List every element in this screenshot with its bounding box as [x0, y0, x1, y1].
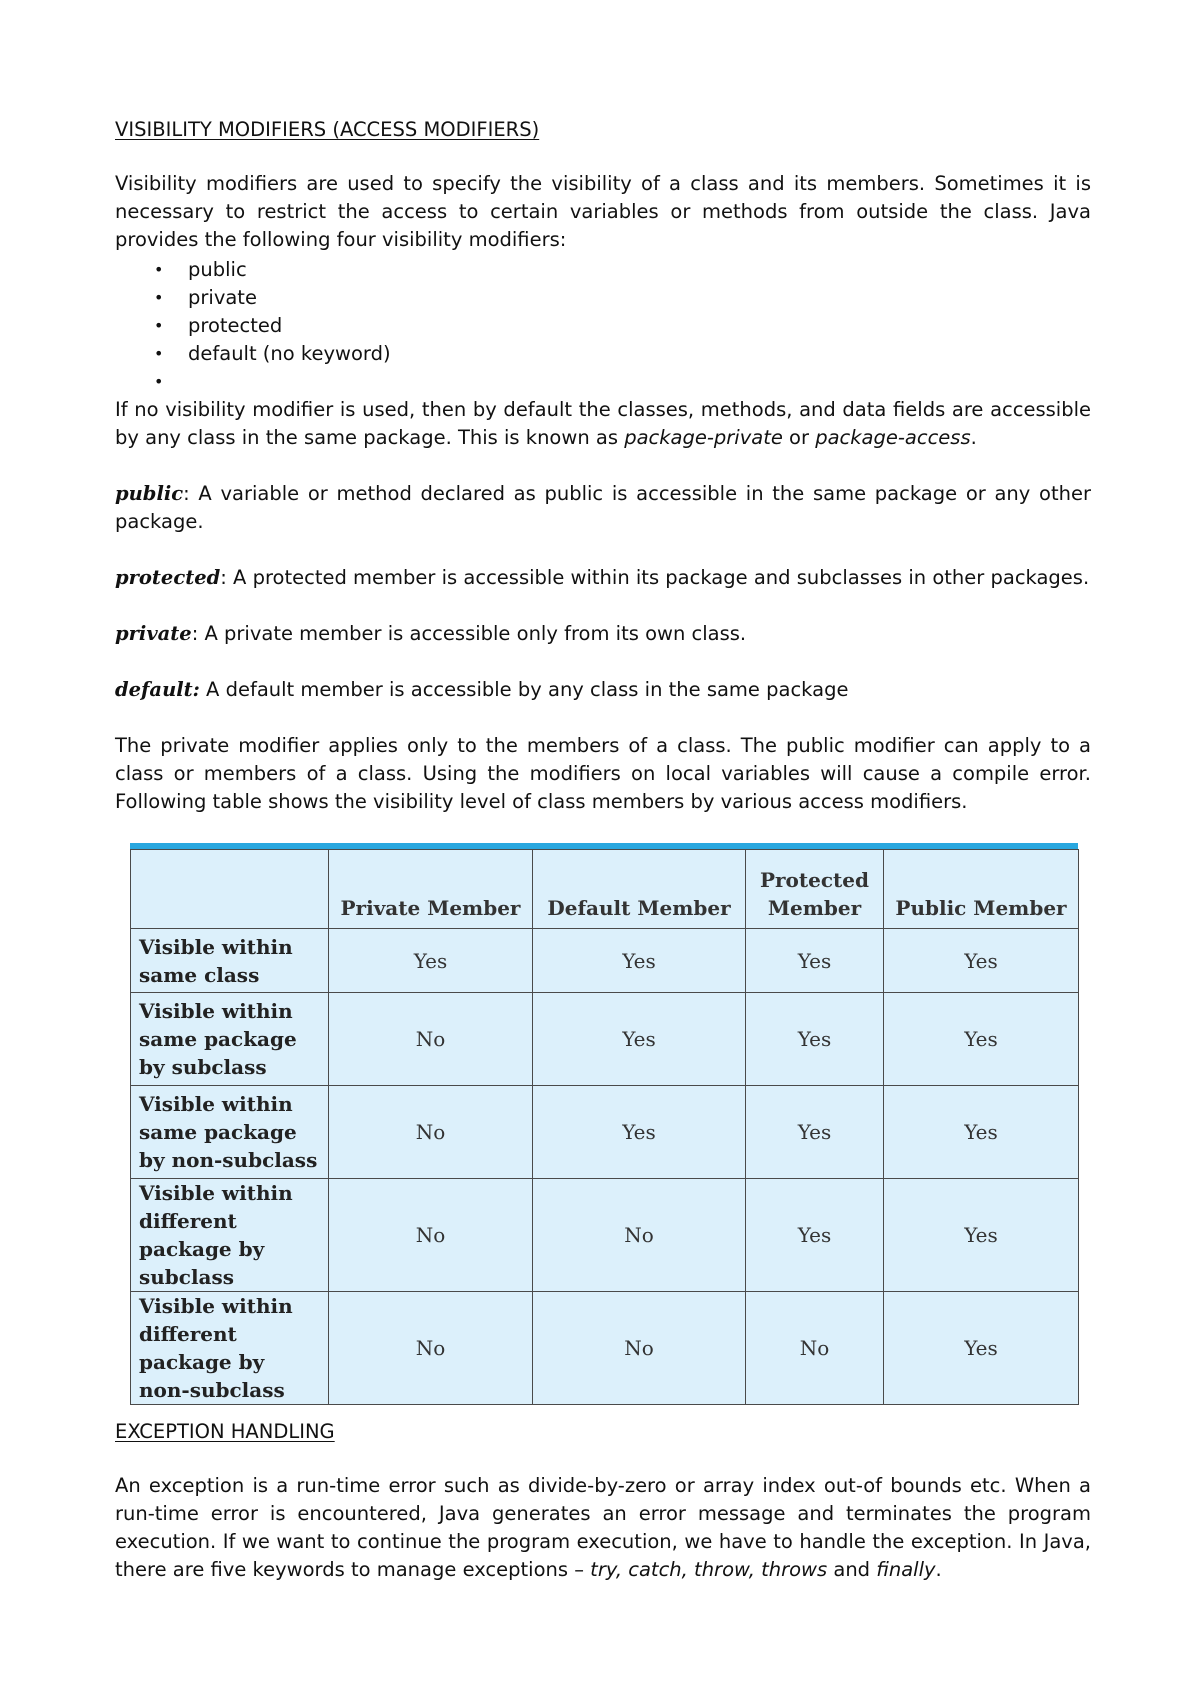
bullet-icon: • — [154, 344, 164, 363]
bullet-icon: • — [154, 372, 164, 391]
paragraph-text: If no visibility modifier is used, then by default the classes, methods, and data fields are accessible by any class in the same package. This is known as — [115, 398, 1091, 449]
table-cell: Yes — [746, 1086, 884, 1179]
bullet-item — [115, 368, 391, 396]
visibility-table-container — [130, 843, 1078, 1405]
exception-keyword-finally: finally — [876, 1558, 936, 1581]
definition-colon: : — [183, 482, 190, 505]
definition-term: private — [115, 622, 192, 645]
table-cell: No — [329, 1292, 533, 1405]
table-cell: Yes — [884, 993, 1079, 1086]
definition-text: A protected member is accessible within its package and subclasses in other packages. — [226, 566, 1090, 589]
exception-paragraph — [115, 1472, 1091, 1584]
definition-colon: : — [191, 622, 199, 645]
paragraph-text: and — [827, 1558, 877, 1581]
paragraph-text: or — [782, 426, 816, 449]
section-heading-exception-handling: EXCEPTION HANDLING — [115, 1420, 335, 1443]
definition-private — [115, 620, 1091, 648]
table-cell: No — [533, 1292, 746, 1405]
column-header: Default Member — [533, 850, 746, 929]
definition-term: protected — [115, 566, 221, 589]
row-label: Visible within same package by non-subclass — [131, 1086, 329, 1179]
definition-text: A default member is accessible by any class in the same package — [199, 678, 849, 701]
table-cell: No — [533, 1179, 746, 1292]
row-label: Visible within different package by non-subclass — [131, 1292, 329, 1405]
definition-text: A private member is accessible only from its own class. — [198, 622, 747, 645]
table-cell: Yes — [746, 1179, 884, 1292]
table-row — [131, 1179, 1079, 1292]
column-header: Private Member — [329, 850, 533, 929]
bullet-label: public — [188, 258, 247, 281]
table-header-row — [131, 850, 1079, 929]
definition-term: public — [115, 482, 184, 505]
bullet-item — [115, 340, 391, 368]
row-label: Visible within different package by subclass — [131, 1179, 329, 1292]
table-cell: Yes — [533, 993, 746, 1086]
definition-public — [115, 480, 1091, 536]
bullet-icon: • — [154, 316, 164, 335]
row-label: Visible within same class — [131, 929, 329, 993]
section-heading-visibility-modifiers: VISIBILITY MODIFIERS (ACCESS MODIFIERS) — [115, 118, 540, 141]
table-cell: No — [329, 1086, 533, 1179]
definition-protected — [115, 564, 1091, 592]
bullet-item — [115, 284, 391, 312]
bullet-item — [115, 312, 391, 340]
column-header — [131, 850, 329, 929]
table-cell: Yes — [533, 929, 746, 993]
table-cell: No — [329, 1179, 533, 1292]
bullet-label: private — [188, 286, 257, 309]
table-cell: Yes — [884, 1086, 1079, 1179]
table-cell: Yes — [746, 929, 884, 993]
table-cell: Yes — [884, 929, 1079, 993]
table-row — [131, 1292, 1079, 1405]
definition-colon: : — [220, 566, 227, 589]
visibility-table — [130, 849, 1079, 1405]
bullet-item — [115, 256, 391, 284]
exception-keywords: try, catch, throw, throws — [590, 1558, 828, 1581]
table-row — [131, 1086, 1079, 1179]
definition-text: A variable or method declared as public is accessible in the same package or any other package. — [115, 482, 1091, 533]
bullet-icon: • — [154, 288, 164, 307]
table-cell: Yes — [533, 1086, 746, 1179]
table-cell: No — [746, 1292, 884, 1405]
column-header: Public Member — [884, 850, 1079, 929]
table-row — [131, 929, 1079, 993]
paragraph-text: . — [935, 1558, 942, 1581]
definition-term: default: — [115, 678, 200, 701]
bullet-label: protected — [188, 314, 283, 337]
table-cell: Yes — [746, 993, 884, 1086]
row-label: Visible within same package by subclass — [131, 993, 329, 1086]
table-row — [131, 993, 1079, 1086]
definition-default — [115, 676, 1091, 704]
table-cell: Yes — [884, 1179, 1079, 1292]
bullet-label: default (no keyword) — [188, 342, 391, 365]
table-cell: Yes — [329, 929, 533, 993]
term-package-access: package-access — [815, 426, 971, 449]
paragraph-text: . — [970, 426, 977, 449]
intro-paragraph: Visibility modifiers are used to specify the visibility of a class and its members. Sometimes it is necessary to restrict the access to certain variables or methods from outside the class. Java provides the following four visibility modifiers: — [115, 172, 1091, 251]
closing-paragraph: The private modifier applies only to the members of a class. The public modifier can apply to a class or members of a class. Using the modifiers on local variables will cause a compile error. Following table shows the visibility level of class members by various access modifiers. — [115, 734, 1091, 813]
bullet-icon: • — [154, 260, 164, 279]
default-access-paragraph — [115, 396, 1091, 452]
table-cell: Yes — [884, 1292, 1079, 1405]
paragraph-text: An exception is a run-time error such as divide-by-zero or array index out-of bounds etc. When a run-time error is encountered, Java generates an error message and terminates the program execution. If we want to continue the program execution, we have to handle the exception. In Java, there are five keywords to manage exceptions – — [115, 1474, 1091, 1581]
term-package-private: package-private — [624, 426, 783, 449]
table-cell: No — [329, 993, 533, 1086]
column-header: Protected Member — [746, 850, 884, 929]
modifier-bullet-list — [115, 256, 391, 396]
